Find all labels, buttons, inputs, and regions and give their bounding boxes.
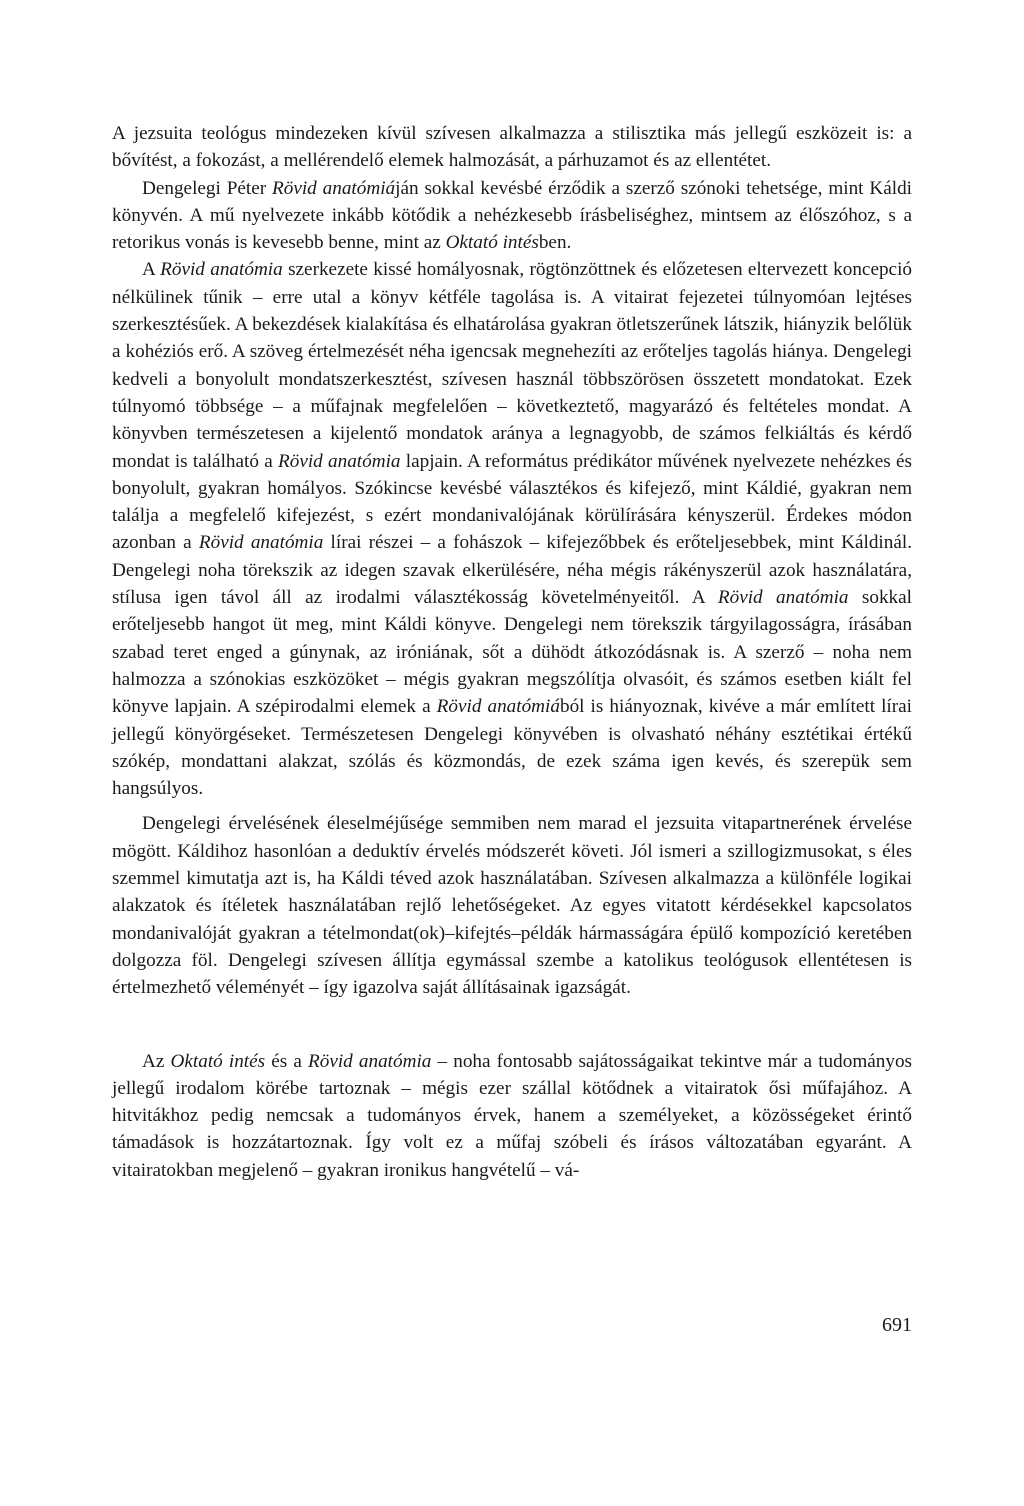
italic-title: Rövid anatómia (278, 450, 401, 472)
text-run: lapjain. A református prédikátor művének nyelvezete nehézkes és bonyolult, gyakran homályos. Szókincse kevésbé választékos és kifejező, mint Káldié, gyakran nem találja a megfelelő kifejezést, s ezért mondanivalójának körülírására kényszerül. Érdekes módon azonban a (112, 450, 912, 554)
text-run: ben. (538, 232, 572, 254)
paragraph-2 (112, 175, 912, 257)
text-run: ból is hiányoznak, kivéve a már említett lírai jellegű könyörgéseket. Természetesen Dengelegi könyvében is olvasható néhány esztétikai értékű szókép, mondattani alakzat, szólás és közmondás, de ezek száma igen kevés, és szerepük sem hangsúlyos. (112, 696, 912, 800)
italic-title: Rövid anatómia (198, 532, 324, 554)
page-number: 691 (882, 1314, 912, 1336)
italic-title: Rövid anatómia (717, 587, 849, 609)
text-run: sokkal erőteljesebb hangot üt meg, mint Káldi könyve. Dengelegi nem törekszik tárgyilagosságra, írásában szabad teret enged a gúnynak, az iróniának, sőt a dühödt átkozódásnak is. A szerző – noha nem halmozza a szónokias eszközöket – mégis gyakran megszólítja olvasóit, és számos esetben kiált fel könyve lapjain. A szépirodalmi elemek a (112, 587, 912, 718)
italic-title: Rövid anatómiá (272, 177, 396, 199)
text-run: A jezsuita teológus mindezeken kívül szívesen alkalmazza a stilisztika más jellegű eszközeit is: a bővítést, a fokozást, a mellérendelő elemek halmozását, a párhuzamot és az ellentétet. (112, 123, 912, 172)
text-run: A (142, 259, 161, 281)
text-run: ján sokkal kevésbé érződik a szerző szónoki tehetsége, mint Káldi könyvén. A mű nyelvezete inkább kötődik a nehézkesebb írásbeliséghez, mintsem az élőszóhoz, s a retorikus vonás is kevesebb benne, mint az (112, 177, 913, 254)
text-run: és a (265, 1050, 308, 1072)
italic-title: Rövid anatómiá (436, 696, 560, 718)
paragraph-4 (112, 810, 912, 1001)
paragraph-3 (112, 256, 912, 802)
page-body (112, 120, 912, 1184)
text-run: szerkezete kissé homályosnak, rögtönzöttnek és előzetesen eltervezett koncepció nélkülinek tűnik – erre utal a könyv kétféle tagolása is. A vitairat fejezetei túlnyomóan lejtéses szerkesztésűek. A bekezdések kialakítása és elhatárolása gyakran ötletszerűnek látszik, hiányzik belőlük a kohéziós erő. A szöveg értelmezését néha igencsak megnehezíti az erőteljes tagolás hiánya. Dengelegi kedveli a bonyolult mondatszerkesztést, szívesen használ többszörösen összetett mondatokat. Ezek túlnyomó többsége – a műfajnak megfelelően – következtető, magyarázó és feltételes mondat. A könyvben természetesen a kijelentő mondatok aránya a legnagyobb, de számos felkiáltás és kérdő mondat is található a (112, 259, 912, 472)
paragraph-5 (112, 1048, 912, 1184)
text-run: – noha fontosabb sajátosságaikat tekintve már a tudományos jellegű irodalom körébe tartoznak – mégis ezer szállal kötődnek a vitairatok ősi műfajához. A hitvitákhoz pedig nemcsak a tudományos érvek, hanem a személyeket, a közösségeket érintő támadások is hozzátartoznak. Így volt ez a műfaj szóbeli és írásos változatában egyaránt. A vitairatokban megjelenő – gyakran ironikus hangvételű – vá- (112, 1050, 913, 1181)
italic-title: Rövid anatómia (160, 259, 283, 281)
text-run: Az (142, 1050, 171, 1072)
paragraph-1 (112, 120, 912, 175)
text-run: Dengelegi érvelésének éleselméjűsége semmiben nem marad el jezsuita vitapartnerének érvelése mögött. Káldihoz hasonlóan a deduktív érvelés módszerét követi. Jól ismeri a szillogizmusokat, s éles szemmel kimutatja azt is, ha Káldi téved azok használatában. Szívesen alkalmazza a különféle logikai alakzatok és ítéletek használatában rejlő lehetőségeket. Az egyes vitatott kérdésekkel kapcsolatos mondanivalóját gyakran a tételmondat(ok)–kifejtés–példák hármasságára épülő kompozíció keretében dolgozza föl. Dengelegi szívesen állítja egymással szembe a katolikus teológusok ellentétesen is értelmezhető véleményét – így igazolva saját állításainak igazságát. (112, 813, 912, 999)
text-run: lírai részei – a fohászok – kifejezőbbek és erőteljesebbek, mint Káldinál. Dengelegi noha törekszik az idegen szavak elkerülésére, néha mégis rákényszerül azok használatára, stílusa igen távol áll az irodalmi választékosság követelményeitől. A (112, 532, 912, 609)
text-run: Dengelegi Péter (142, 177, 273, 199)
italic-title: Oktató intés (170, 1050, 266, 1072)
italic-title: Oktató intés (445, 232, 539, 254)
italic-title: Rövid anatómia (308, 1050, 432, 1072)
